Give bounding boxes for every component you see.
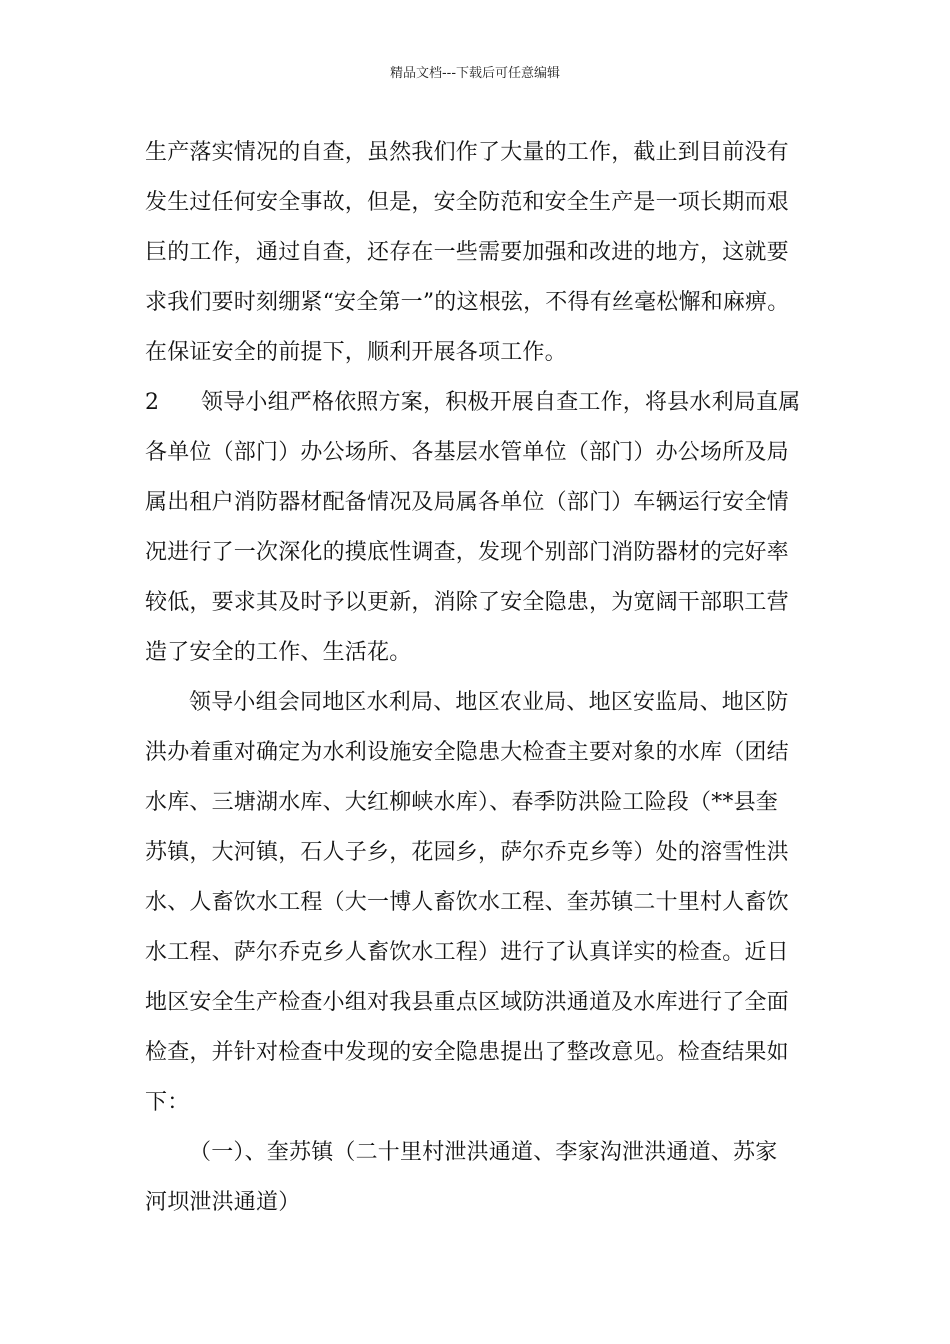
document-body (145, 128, 815, 1228)
paragraph-3 (145, 678, 815, 1128)
page-header: 精品文档---下载后可任意编辑 (389, 66, 561, 81)
text-line: 各单位（部门）办公场所、各基层水管单位（部门）办公场所及局 (145, 440, 789, 465)
text-line: 下： (145, 1090, 190, 1115)
text-line: 水库、三塘湖水库、大红柳峡水库）、春季防洪险工险段（**县奎 (145, 790, 779, 815)
text-line: 在保证安全的前提下，顺利开展各项工作。 (145, 340, 567, 365)
text-line: 较低，要求其及时予以更新，消除了安全隐患，为宽阔干部职工营 (145, 590, 789, 615)
paragraph-2 (145, 378, 815, 678)
text-line: 检查，并针对检查中发现的安全隐患提出了整改意见。检查结果如 (145, 1040, 789, 1065)
text-line: 洪办着重对确定为水利设施安全隐患大检查主要对象的水库（团结 (145, 740, 789, 765)
text-line: 生产落实情况的自查，虽然我们作了大量的工作，截止到目前没有 (145, 140, 789, 165)
text-line: 地区安全生产检查小组对我县重点区域防洪通道及水库进行了全面 (145, 990, 789, 1015)
text-line: 况进行了一次深化的摸底性调查，发现个别部门消防器材的完好率 (145, 540, 789, 565)
paragraph-4 (145, 1128, 815, 1228)
text-line: 水工程、萨尔乔克乡人畜饮水工程）进行了认真详实的检查。近日 (145, 940, 789, 965)
text-line: 造了安全的工作、生活花。 (145, 640, 412, 665)
text-line: 巨的工作，通过自查，还存在一些需要加强和改进的地方，这就要 (145, 240, 789, 265)
text-line: 发生过任何安全事故，但是，安全防范和安全生产是一项长期而艰 (145, 190, 789, 215)
paragraph-1 (145, 128, 815, 378)
text-line: 属出租户消防器材配备情况及局属各单位（部门）车辆运行安全情 (145, 490, 789, 515)
text-line: 领导小组会同地区水利局、地区农业局、地区安监局、地区防 (189, 690, 789, 715)
text-line: 领导小组严格依照方案，积极开展自查工作，将县水利局直属 (201, 390, 801, 415)
numbered-line (145, 378, 815, 428)
text-line: 苏镇，大河镇，石人子乡，花园乡，萨尔乔克乡等）处的溶雪性洪 (145, 840, 789, 865)
text-line: 求我们要时刻绷紧“安全第一”的这根弦，不得有丝毫松懈和麻痹。 (145, 290, 790, 315)
text-line: 水、人畜饮水工程（大一博人畜饮水工程、奎苏镇二十里村人畜饮 (145, 890, 789, 915)
text-line: （一）、奎苏镇（二十里村泄洪通道、李家沟泄洪通道、苏家 (189, 1140, 778, 1165)
text-line: 河坝泄洪通道） (145, 1190, 301, 1215)
item-number: 2 (145, 390, 160, 415)
